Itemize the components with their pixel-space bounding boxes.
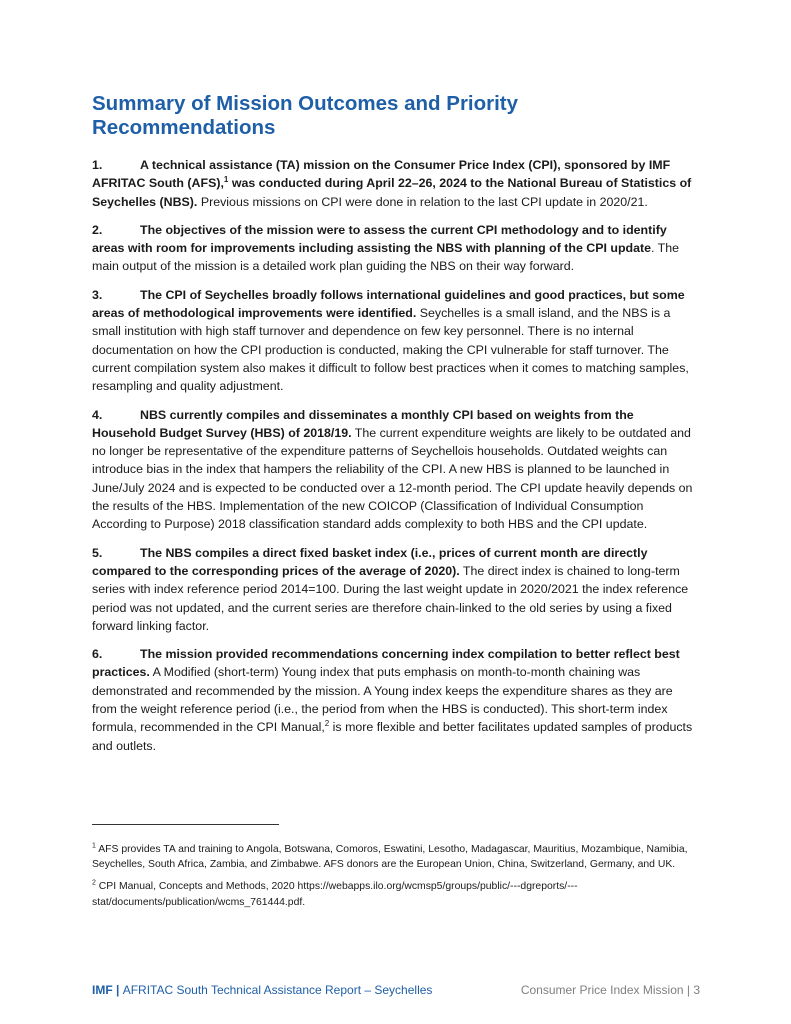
footnotes (92, 842, 692, 917)
paragraph-number: 2. (92, 222, 103, 237)
footnote-text: CPI Manual, Concepts and Methods, 2020 https://webapps.ilo.org/wcmsp5/groups/public/---dgreports/---stat/documents/publication/wcms_761444.pdf. (92, 881, 578, 908)
paragraph-body: The current expenditure weights are likely to be outdated and no longer be representative of the expenditure patterns of Seychellois households. Outdated weights can introduce bias in the index that hampers the reliability of the CPI. A new HBS is planned to be launched in June/July 2024 and is expected to be conducted over a 12-month period. The CPI update heavily depends on the results of the HBS. Implementation of the new COICOP (Classification of Individual Consumption According to Purpose) 2018 classification standard adds complexity to both HBS and the CPI update. (92, 425, 693, 532)
footnote-text: AFS provides TA and training to Angola, Botswana, Comoros, Eswatini, Lesotho, Madagascar, Mauritius, Mozambique, Namibia, Seychelles, South Africa, Zambia, and Zimbabwe. AFS donors are the European Union, China, Switzerland, Germany, and UK. (92, 844, 688, 871)
paragraph-lead: The objectives of the mission were to assess the current CPI methodology and to identify areas with room for improvements including assisting the NBS with planning of the CPI update (92, 222, 667, 256)
footnote-ref-2[interactable]: 2 (324, 719, 330, 729)
paragraph-body: The direct index is chained to long-term series with index reference period 2014=100. During the last weight update in 2020/2021 the index reference period was not updated, and the current series are therefore chain-linked to the old series by using a fixed forward linking factor. (92, 563, 689, 633)
body-text (92, 156, 700, 765)
paragraph-3 (92, 286, 700, 396)
footer-report-title: AFRITAC South Technical Assistance Report – Seychelles (122, 983, 433, 997)
paragraph-number: 1. (92, 158, 103, 172)
paragraph-body: A Modified (short-term) Young index that puts emphasis on month-to-month chaining was demonstrated and recommended by the mission. A Young index keeps the expenditure shares as they are from the weight reference period (i.e., the period from when the HBS is conducted). This short-term index formula, recommended in the CPI Manual, (92, 665, 673, 735)
paragraph-number: 4. (92, 407, 103, 422)
footer-left (92, 982, 432, 998)
section-heading: Summary of Mission Outcomes and Priority Recommendations (92, 92, 519, 139)
footer-separator: | (112, 983, 123, 997)
footer-brand: IMF (92, 983, 113, 997)
paragraph-body: Seychelles is a small island, and the NBS is a small institution with high staff turnover and dependence on few key personnel. There is no internal documentation on how the CPI production is conducted, making the CPI vulnerable for staff turnover. The current compilation system also makes it difficult to follow best practices when it comes to matching samples, resampling and quality adjustment. (92, 306, 689, 394)
footnote-divider (92, 824, 279, 825)
paragraph-number: 5. (92, 545, 103, 560)
paragraph-lead: A technical assistance (TA) mission on the Consumer Price Index (CPI), sponsored by IMF AFRITAC South (AFS), (92, 158, 671, 191)
paragraph-5 (92, 544, 700, 635)
paragraph-1 (92, 156, 700, 211)
paragraph-lead: The mission provided recommendations concerning index compilation to better reflect best practices. (92, 647, 680, 680)
paragraph-6 (92, 645, 700, 755)
paragraph-lead: NBS currently compiles and disseminates a monthly CPI based on weights from the Household Budget Survey (HBS) of 2018/19. (92, 407, 634, 440)
paragraph-lead-cont: was conducted during April 22–26, 2024 to the National Bureau of Statistics of Seychelles (NBS). (92, 176, 692, 209)
paragraph-body: . The main output of the mission is a detailed work plan guiding the NBS on their way forward. (92, 241, 680, 274)
footnote-number: 1 (92, 842, 96, 850)
footnote-2 (92, 879, 692, 909)
footer-page-info: Consumer Price Index Mission | 3 (520, 983, 700, 997)
paragraph-lead: The NBS compiles a direct fixed basket index (i.e., prices of current month are directly compared to the corresponding prices of the average of 2020). (92, 545, 648, 578)
page-footer (92, 982, 700, 1000)
paragraph-body-cont: is more flexible and better facilitates updated samples of products and outlets. (92, 720, 693, 753)
paragraph-4 (92, 406, 700, 534)
paragraph-number: 6. (92, 647, 103, 662)
footnote-1 (92, 842, 692, 872)
paragraph-body: Previous missions on CPI were done in relation to the last CPI update in 2020/21. (197, 194, 648, 209)
footnote-ref-1[interactable]: 1 (223, 175, 229, 185)
footnote-number: 2 (92, 879, 96, 887)
paragraph-2 (92, 221, 700, 276)
paragraph-lead: The CPI of Seychelles broadly follows international guidelines and good practices, but some areas of methodological improvements were identified. (92, 287, 685, 321)
paragraph-number: 3. (92, 287, 103, 302)
